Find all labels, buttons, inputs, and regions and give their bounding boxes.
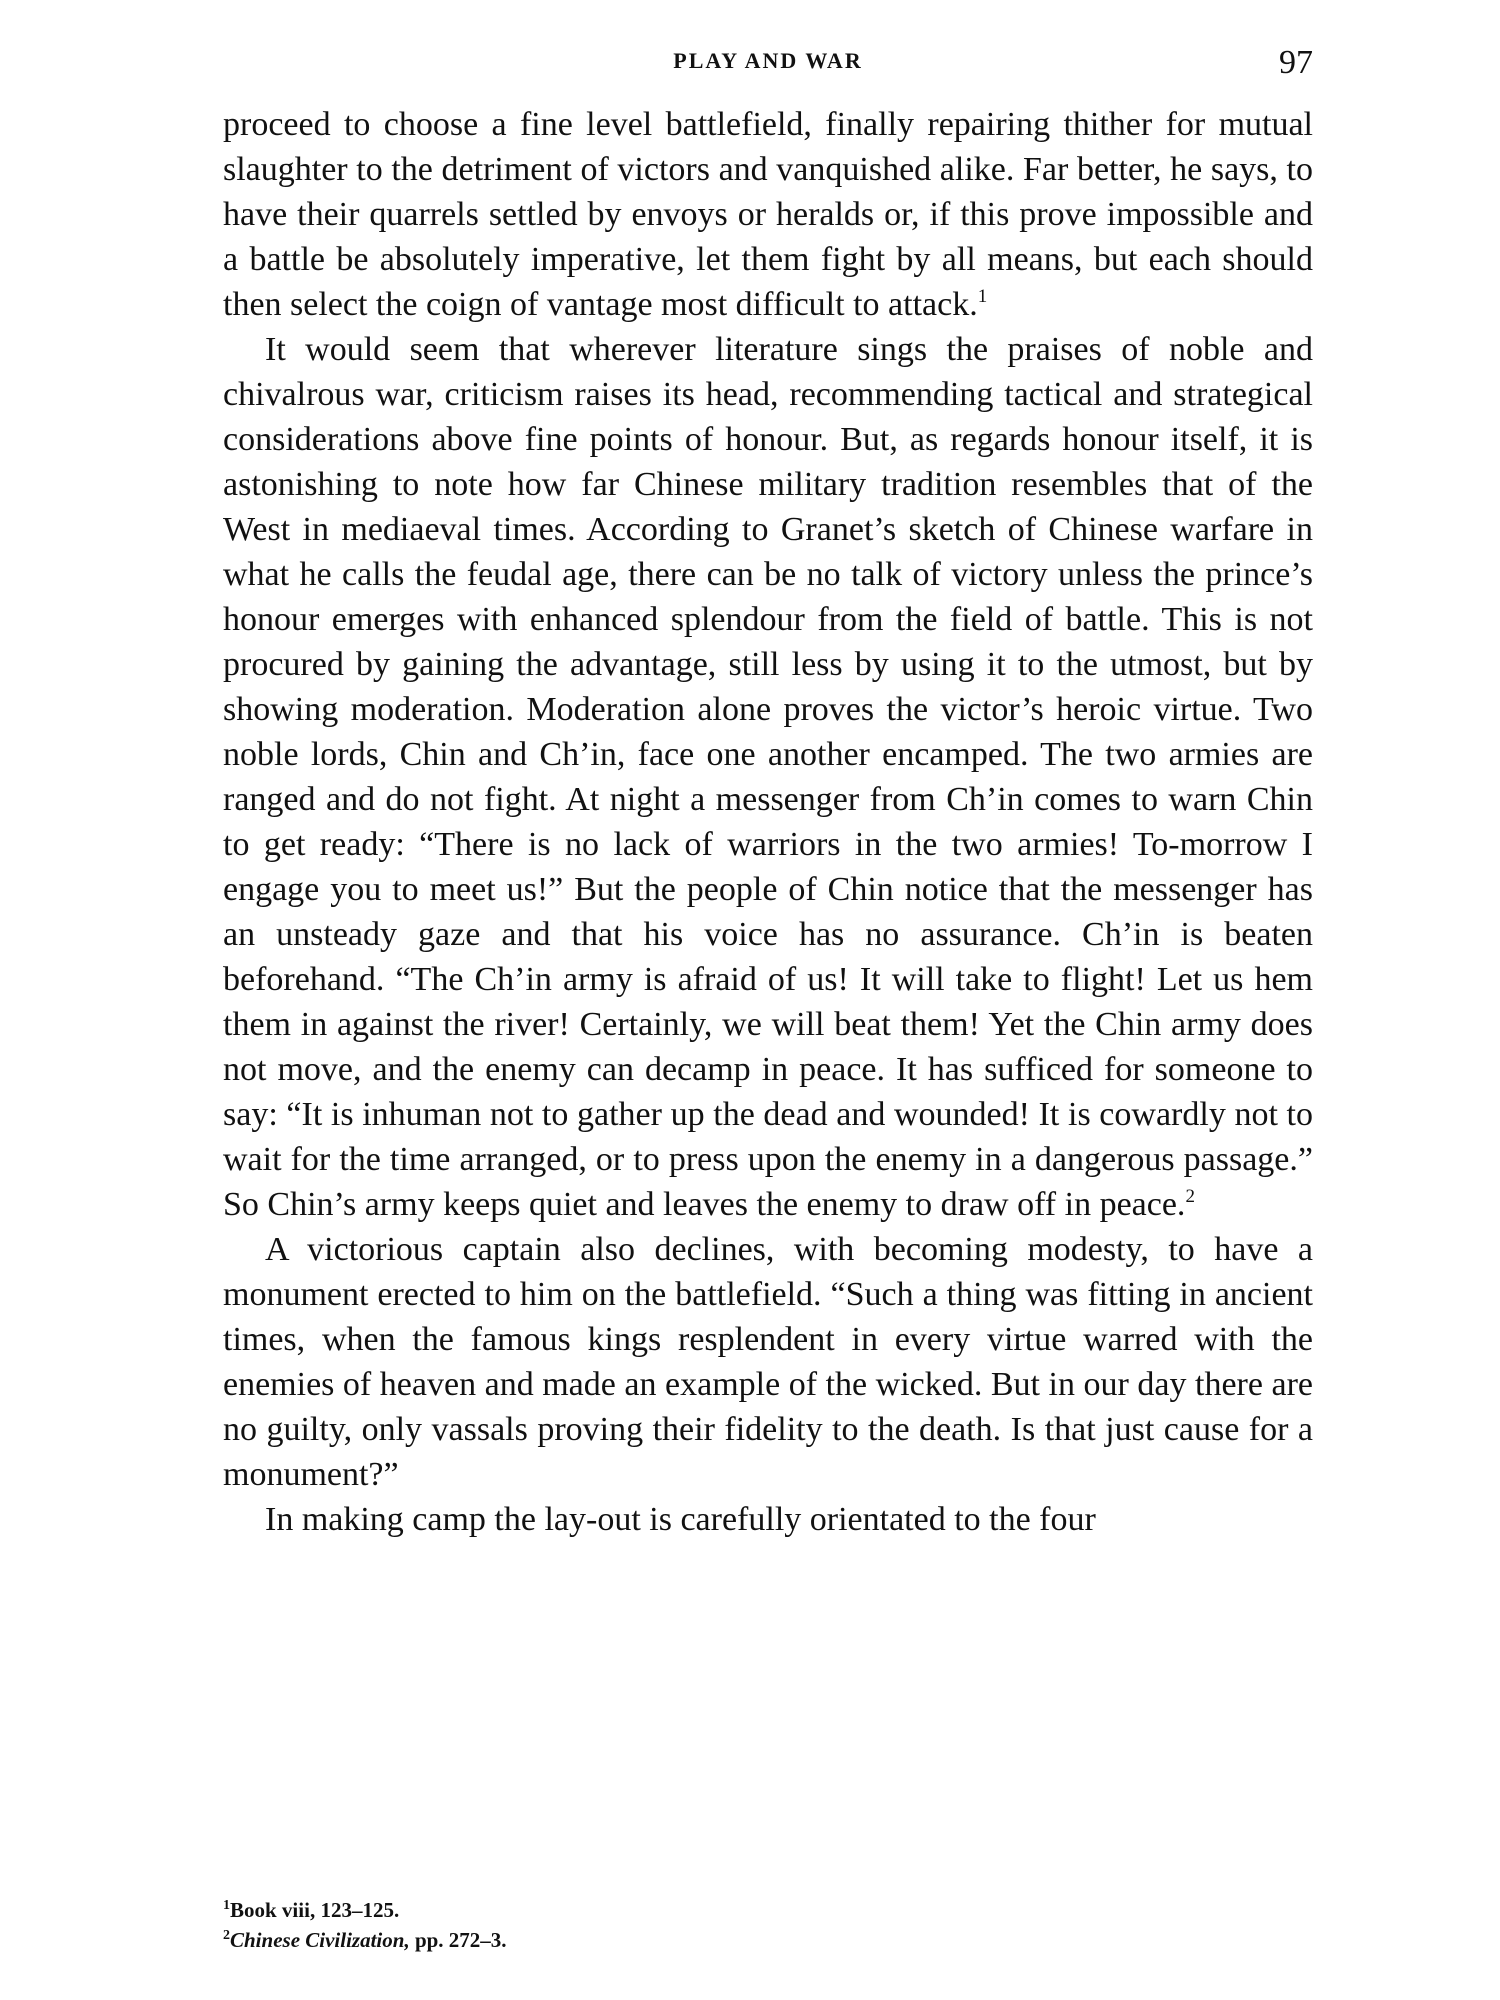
paragraph-text: A victorious captain also declines, with becoming modesty, to have a monument erected to him on the battlefield. “Such a thing was fitting in ancient times, when the famous kings resplendent in every virtue warred with the enemies of heaven and made an example of the wicked. But in our day there are no guilty, only vassals proving their fidelity to the death. Is that just cause for a monument?” <box>223 1231 1313 1493</box>
footnote <box>223 1925 1313 1955</box>
paragraph <box>223 327 1313 1227</box>
paragraph <box>223 102 1313 327</box>
footnote-mark: 1 <box>223 1898 230 1913</box>
footnote-text: Book viii, 123–125. <box>230 1898 400 1922</box>
paragraph-text: It would seem that wherever literature sings the praises of noble and chivalrous war, criticism raises its head, recommending tactical and strategical considerations above fine points of honour. But, as regards honour itself, it is astonishing to note how far Chinese military tradition resembles that of the West in mediaeval times. According to Granet’s sketch of Chinese warfare in what he calls the feudal age, there can be no talk of victory unless the prince’s honour emerges with enhanced splendour from the field of battle. This is not procured by gaining the advantage, still less by using it to the utmost, but by showing moderation. Moderation alone proves the victor’s heroic virtue. Two noble lords, Chin and Ch’in, face one another encamped. The two armies are ranged and do not fight. At night a messenger from Ch’in comes to warn Chin to get ready: “There is no lack of warriors in the two armies! To-morrow I engage you to meet us!” But the people of Chin notice that the messenger has an unsteady gaze and that his voice has no assurance. Ch’in is beaten beforehand. “The Ch’in army is afraid of us! It will take to flight! Let us hem them in against the river! Certainly, we will beat them! Yet the Chin army does not move, and the enemy can decamp in peace. It has sufficed for someone to say: “It is inhuman not to gather up the dead and wounded! It is cowardly not to wait for the time arranged, or to press upon the enemy in a dangerous passage.” So Chin’s army keeps quiet and leaves the enemy to draw off in peace. <box>223 331 1313 1223</box>
footnote-text: pp. 272–3. <box>409 1928 507 1952</box>
running-head <box>223 44 1313 90</box>
page-number: 97 <box>1279 44 1313 81</box>
body-text <box>223 102 1313 1542</box>
paragraph-text: In making camp the lay-out is carefully orientated to the four <box>265 1501 1096 1538</box>
footnote-title: Chinese Civilization, <box>230 1928 410 1952</box>
footnote-reference: 2 <box>1185 1186 1195 1207</box>
paragraph <box>223 1497 1313 1542</box>
running-title: PLAY AND WAR <box>673 48 863 73</box>
paragraph <box>223 1227 1313 1497</box>
footnote-mark: 2 <box>223 1928 230 1943</box>
footnote-reference: 1 <box>977 286 988 307</box>
paragraph-text: proceed to choose a fine level battlefield, finally repairing thither for mutual slaughter to the detriment of victors and vanquished alike. Far better, he says, to have their quarrels settled by envoys or heralds or, if this prove impossible and a battle be absolutely imperative, let them fight by all means, but each should then select the coign of vantage most difficult to attack. <box>223 106 1313 323</box>
footnote <box>223 1895 1313 1925</box>
footnotes <box>223 1895 1313 1955</box>
